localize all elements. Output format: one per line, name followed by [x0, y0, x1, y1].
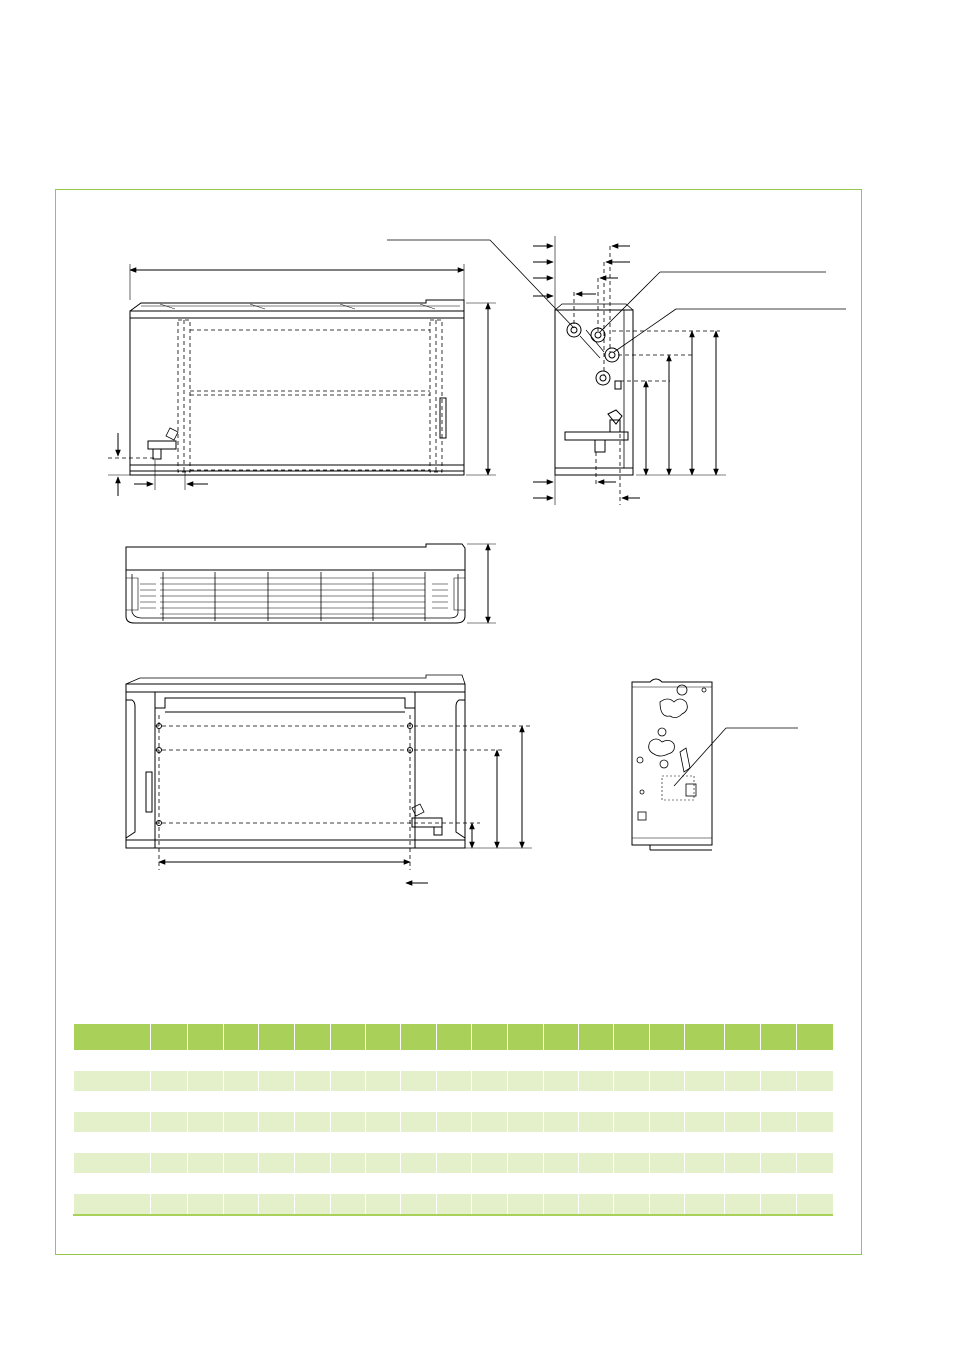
table-cell	[472, 1091, 508, 1112]
table-cell	[366, 1091, 401, 1112]
table-cell	[331, 1153, 366, 1174]
table-header-row	[74, 1024, 833, 1050]
table-cell	[685, 1153, 725, 1174]
table-row	[74, 1153, 833, 1174]
table-cell	[151, 1194, 188, 1216]
table-cell	[295, 1132, 331, 1153]
table-cell	[366, 1173, 401, 1194]
table-cell	[725, 1194, 761, 1216]
table-cell	[437, 1153, 472, 1174]
table-cell	[74, 1050, 151, 1071]
table-cell	[650, 1173, 685, 1194]
table-cell	[725, 1132, 761, 1153]
table-cell	[331, 1132, 366, 1153]
table-cell	[331, 1050, 366, 1071]
table-cell	[401, 1173, 437, 1194]
table-header-cell	[544, 1024, 579, 1050]
table-cell	[366, 1153, 401, 1174]
table-cell	[437, 1112, 472, 1133]
table-cell	[761, 1173, 797, 1194]
table-cell	[151, 1173, 188, 1194]
table-cell	[614, 1173, 650, 1194]
table-cell	[259, 1194, 295, 1216]
table-cell	[797, 1132, 833, 1153]
table-cell	[544, 1153, 579, 1174]
table-cell	[437, 1132, 472, 1153]
table-cell	[761, 1194, 797, 1216]
table-cell	[401, 1132, 437, 1153]
table-cell	[259, 1091, 295, 1112]
table-cell	[437, 1071, 472, 1092]
table-cell	[650, 1153, 685, 1174]
table-cell	[508, 1132, 544, 1153]
table-header-cell	[508, 1024, 544, 1050]
table-row	[74, 1132, 833, 1153]
table-cell	[544, 1091, 579, 1112]
table-cell	[579, 1194, 614, 1216]
table-cell	[295, 1112, 331, 1133]
table-cell	[437, 1091, 472, 1112]
table-cell	[508, 1050, 544, 1071]
table-cell	[295, 1050, 331, 1071]
table-cell	[401, 1153, 437, 1174]
table-cell	[151, 1112, 188, 1133]
table-cell	[614, 1071, 650, 1092]
table-cell	[224, 1050, 259, 1071]
table-cell	[761, 1091, 797, 1112]
table-cell	[797, 1071, 833, 1092]
table-cell	[188, 1112, 224, 1133]
table-cell	[224, 1071, 259, 1092]
table-cell	[295, 1153, 331, 1174]
table-cell	[650, 1132, 685, 1153]
table-cell	[259, 1112, 295, 1133]
table-cell	[650, 1091, 685, 1112]
table-cell	[761, 1050, 797, 1071]
table-cell	[188, 1091, 224, 1112]
top-view	[126, 544, 496, 623]
table-row	[74, 1194, 833, 1216]
table-header-cell	[295, 1024, 331, 1050]
table-cell	[761, 1132, 797, 1153]
table-cell	[224, 1132, 259, 1153]
table-cell	[188, 1050, 224, 1071]
table-cell	[725, 1071, 761, 1092]
table-header-cell	[331, 1024, 366, 1050]
table-cell	[472, 1112, 508, 1133]
table-header-cell	[725, 1024, 761, 1050]
table-cell	[259, 1071, 295, 1092]
table-cell	[401, 1071, 437, 1092]
table-cell	[725, 1112, 761, 1133]
table-cell	[614, 1050, 650, 1071]
table-cell	[579, 1112, 614, 1133]
table-cell	[224, 1112, 259, 1133]
table-cell	[331, 1071, 366, 1092]
table-cell	[797, 1050, 833, 1071]
table-cell	[614, 1132, 650, 1153]
table-cell	[761, 1071, 797, 1092]
table-cell	[761, 1153, 797, 1174]
table-cell	[797, 1112, 833, 1133]
table-cell	[188, 1071, 224, 1092]
table-cell	[544, 1112, 579, 1133]
table-cell	[579, 1091, 614, 1112]
table-cell	[224, 1091, 259, 1112]
table-header-cell	[650, 1024, 685, 1050]
table-cell	[614, 1153, 650, 1174]
table-cell	[508, 1173, 544, 1194]
table-cell	[188, 1132, 224, 1153]
table-cell	[224, 1173, 259, 1194]
table-cell	[472, 1050, 508, 1071]
table-header-cell	[685, 1024, 725, 1050]
table-cell	[259, 1153, 295, 1174]
table-cell	[224, 1153, 259, 1174]
table-cell	[685, 1112, 725, 1133]
table-cell	[579, 1132, 614, 1153]
table-cell	[472, 1173, 508, 1194]
table-cell	[74, 1112, 151, 1133]
table-cell	[366, 1050, 401, 1071]
table-cell	[401, 1194, 437, 1216]
table-cell	[74, 1194, 151, 1216]
table-cell	[151, 1153, 188, 1174]
table-header-cell	[797, 1024, 833, 1050]
table-cell	[725, 1153, 761, 1174]
table-cell	[151, 1071, 188, 1092]
table-cell	[74, 1173, 151, 1194]
table-cell	[295, 1091, 331, 1112]
table-cell	[650, 1071, 685, 1092]
table-cell	[579, 1173, 614, 1194]
table-row	[74, 1091, 833, 1112]
table-cell	[544, 1132, 579, 1153]
table-row	[74, 1173, 833, 1194]
table-row	[74, 1071, 833, 1092]
table-cell	[331, 1091, 366, 1112]
table-cell	[437, 1173, 472, 1194]
table-cell	[508, 1091, 544, 1112]
table-cell	[797, 1194, 833, 1216]
table-cell	[437, 1194, 472, 1216]
table-cell	[508, 1153, 544, 1174]
table-cell	[188, 1153, 224, 1174]
table-cell	[295, 1194, 331, 1216]
table-header-cell	[579, 1024, 614, 1050]
table-cell	[614, 1194, 650, 1216]
table-cell	[797, 1153, 833, 1174]
dimension-table	[73, 1024, 833, 1216]
table-cell	[74, 1091, 151, 1112]
table-cell	[74, 1132, 151, 1153]
table-row	[74, 1050, 833, 1071]
table-cell	[74, 1071, 151, 1092]
table-header-cell	[188, 1024, 224, 1050]
table-cell	[508, 1071, 544, 1092]
table-cell	[188, 1173, 224, 1194]
table-cell	[685, 1071, 725, 1092]
table-cell	[579, 1153, 614, 1174]
table-cell	[295, 1071, 331, 1092]
table-cell	[472, 1194, 508, 1216]
table-cell	[259, 1173, 295, 1194]
table-row	[74, 1112, 833, 1133]
table-header-cell	[151, 1024, 188, 1050]
table-header-cell	[401, 1024, 437, 1050]
table-cell	[614, 1112, 650, 1133]
table-header-cell	[224, 1024, 259, 1050]
table-cell	[366, 1071, 401, 1092]
table-cell	[472, 1153, 508, 1174]
table-cell	[614, 1091, 650, 1112]
table-cell	[188, 1194, 224, 1216]
table-cell	[544, 1173, 579, 1194]
table-cell	[74, 1153, 151, 1174]
table-cell	[151, 1050, 188, 1071]
table-cell	[401, 1091, 437, 1112]
table-cell	[544, 1071, 579, 1092]
table-cell	[797, 1173, 833, 1194]
table-cell	[259, 1050, 295, 1071]
table-cell	[295, 1173, 331, 1194]
table-cell	[544, 1050, 579, 1071]
side-detail-view	[632, 679, 798, 850]
table-cell	[366, 1132, 401, 1153]
table-cell	[259, 1132, 295, 1153]
table-cell	[579, 1071, 614, 1092]
table-cell	[797, 1091, 833, 1112]
table-cell	[331, 1112, 366, 1133]
table-cell	[151, 1132, 188, 1153]
table-cell	[725, 1173, 761, 1194]
table-cell	[725, 1050, 761, 1071]
table-header-cell	[366, 1024, 401, 1050]
table-cell	[472, 1132, 508, 1153]
table-cell	[761, 1112, 797, 1133]
table-cell	[650, 1112, 685, 1133]
table-cell	[151, 1091, 188, 1112]
table-cell	[685, 1091, 725, 1112]
table-cell	[437, 1050, 472, 1071]
table-cell	[472, 1071, 508, 1092]
table-cell	[725, 1091, 761, 1112]
table-cell	[366, 1112, 401, 1133]
table-header-cell	[259, 1024, 295, 1050]
rear-view	[126, 675, 532, 883]
table-cell	[544, 1194, 579, 1216]
table-cell	[401, 1050, 437, 1071]
table-cell	[650, 1050, 685, 1071]
table-header-cell	[614, 1024, 650, 1050]
table-cell	[579, 1050, 614, 1071]
table-cell	[508, 1194, 544, 1216]
table-cell	[508, 1112, 544, 1133]
table-cell	[366, 1194, 401, 1216]
table-header-cell	[437, 1024, 472, 1050]
table-cell	[331, 1194, 366, 1216]
table-header-cell	[472, 1024, 508, 1050]
table-cell	[685, 1050, 725, 1071]
table-header-cell	[761, 1024, 797, 1050]
table-cell	[331, 1173, 366, 1194]
table-cell	[685, 1194, 725, 1216]
table-cell	[224, 1194, 259, 1216]
table-cell	[685, 1132, 725, 1153]
table-cell	[685, 1173, 725, 1194]
table-cell	[401, 1112, 437, 1133]
table-header-cell	[74, 1024, 151, 1050]
table-cell	[650, 1194, 685, 1216]
front-view	[108, 264, 496, 496]
